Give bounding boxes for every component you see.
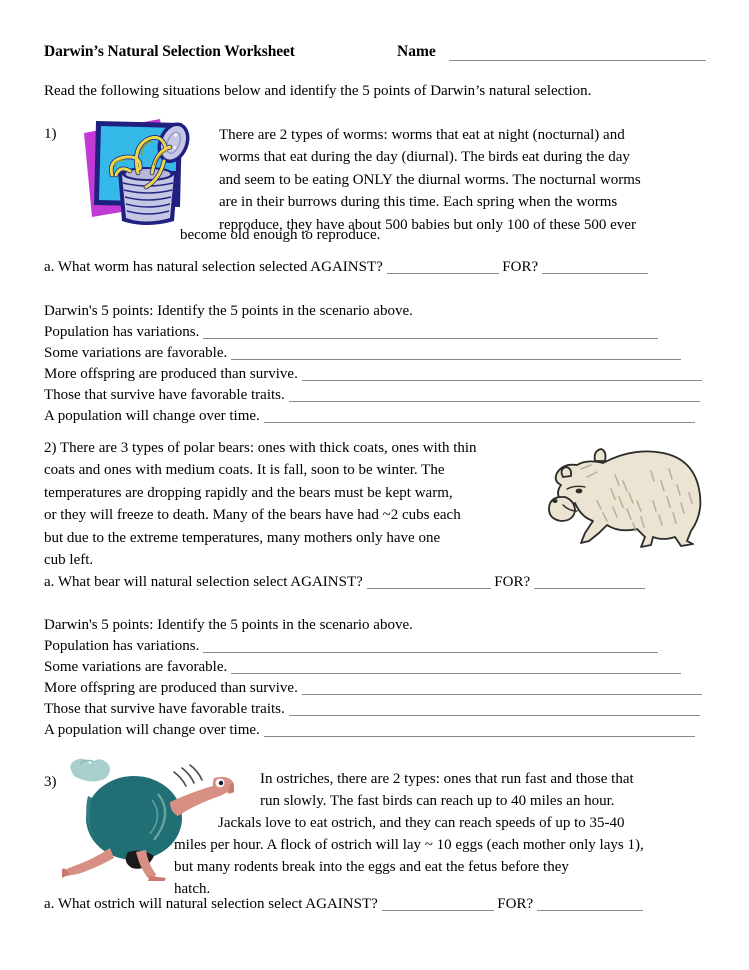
section-2-point-5-label: A population will change over time.: [44, 722, 260, 738]
section-3-body-b: [218, 812, 625, 834]
section-2-point-2-line[interactable]: [231, 673, 681, 674]
section-2-point-1: [44, 638, 658, 659]
section-2-points-heading: Darwin's 5 points: Identify the 5 points in the scenario above.: [44, 617, 413, 633]
section-3-body-a: [260, 768, 634, 813]
section-2-question-a: [44, 574, 645, 594]
section-3-body-d: [174, 856, 569, 901]
section-1-point-2-line[interactable]: [231, 359, 681, 360]
section-1-point-4-label: Those that survive have favorable traits.: [44, 387, 285, 403]
section-1-point-1-label: Population has variations.: [44, 324, 200, 340]
section-1-point-2: [44, 345, 681, 366]
section-1-points-heading: Darwin's 5 points: Identify the 5 points in the scenario above.: [44, 303, 413, 319]
section-3-answer-for-line[interactable]: [537, 910, 643, 911]
section-1-point-5-label: A population will change over time.: [44, 408, 260, 424]
section-1-answer-for-line[interactable]: [542, 273, 648, 274]
section-1-answer-against-line[interactable]: [387, 273, 499, 274]
section-1-question-a: [44, 259, 648, 279]
section-3-line-3: Jackals love to eat ostrich, and they can reach speeds of up to 35-40: [218, 815, 625, 831]
motion-lines-icon: [174, 765, 202, 786]
section-2-line-5: but due to the extreme temperatures, many mothers only have one: [44, 529, 441, 546]
section-2-point-2: [44, 659, 681, 680]
can-of-worms-clipart: [82, 117, 206, 229]
section-3-body-c: [174, 834, 644, 856]
section-1-point-1: [44, 324, 658, 345]
section-2-line-3: temperatures are dropping rapidly and the bears must be kept warm,: [44, 484, 453, 501]
can-of-worms-illustration: [82, 117, 206, 229]
section-1-body: [219, 124, 641, 236]
section-1-point-5-line[interactable]: [264, 422, 695, 423]
section-2-answer-for-line[interactable]: [534, 588, 645, 589]
section-1-line-2: worms that eat during the day (diurnal). The birds eat during the day: [219, 149, 630, 166]
section-1-number: 1): [44, 126, 57, 142]
page-title: Darwin’s Natural Selection Worksheet: [44, 43, 295, 60]
polar-bear-clipart: [541, 441, 709, 553]
section-1-point-3-line[interactable]: [302, 380, 702, 381]
section-3-question-a-for: FOR?: [497, 896, 534, 912]
section-2-point-4-line[interactable]: [289, 715, 700, 716]
section-1-point-3-label: More offspring are produced than survive.: [44, 366, 298, 382]
section-2-line-1: 2) There are 3 types of polar bears: ones with thick coats, ones with thin: [44, 440, 477, 456]
section-1-point-1-line[interactable]: [203, 338, 658, 339]
section-2-point-4-label: Those that survive have favorable traits.: [44, 701, 285, 717]
section-1-point-2-label: Some variations are favorable.: [44, 345, 228, 361]
section-2-point-5: [44, 722, 695, 743]
bear-nose: [552, 499, 557, 503]
section-3-line-2: run slowly. The fast birds can reach up to 40 miles an hour.: [260, 793, 615, 810]
section-2-line-4: or they will freeze to death. Many of the bears have had ~2 cubs each: [44, 507, 461, 524]
section-1-body-last: [180, 224, 380, 246]
section-1-point-4-line[interactable]: [289, 401, 700, 402]
section-1-point-3: [44, 366, 702, 387]
section-2-point-1-label: Population has variations.: [44, 638, 200, 654]
bear-eye: [576, 489, 583, 494]
section-1-point-4: [44, 387, 700, 408]
section-3-question-a: [44, 896, 643, 916]
section-2-question-a-prompt: a. What bear will natural selection select AGAINST?: [44, 574, 363, 590]
name-input-line[interactable]: [449, 60, 706, 61]
section-1-line-5: reproduce, they have about 500 babies but only 100 of these 500 ever: [219, 216, 636, 233]
section-1-line-6: become old enough to reproduce.: [180, 227, 381, 243]
ostrich-tail: [70, 759, 110, 782]
section-2-point-3-label: More offspring are produced than survive.: [44, 680, 298, 696]
ostrich-body: [86, 776, 182, 860]
section-1-point-5: [44, 408, 695, 429]
section-1-line-4: are in their burrows during this time. Each spring when the worms: [219, 194, 618, 211]
section-2-point-1-line[interactable]: [203, 652, 658, 653]
section-2-line-6: cub left.: [44, 552, 94, 569]
section-3-question-a-prompt: a. What ostrich will natural selection select AGAINST?: [44, 896, 378, 912]
section-3-line-1: In ostriches, there are 2 types: ones that run fast and those that: [260, 771, 634, 787]
worksheet-header: [44, 43, 706, 65]
section-2-line-2: coats and ones with medium coats. It is fall, soon to be winter. The: [44, 462, 445, 479]
name-label: Name: [397, 43, 436, 60]
section-2-body: [44, 437, 477, 571]
section-2-point-3: [44, 680, 702, 701]
section-3-number: 3): [44, 774, 57, 790]
section-2-point-4: [44, 701, 700, 722]
section-1-question-a-for: FOR?: [502, 259, 539, 275]
section-2-point-3-line[interactable]: [302, 694, 702, 695]
section-3-line-6: hatch.: [174, 881, 211, 898]
section-2-answer-against-line[interactable]: [367, 588, 491, 589]
section-2-point-5-line[interactable]: [264, 736, 695, 737]
section-1-line-3: and seem to be eating ONLY the diurnal worms. The nocturnal worms: [219, 171, 641, 188]
section-1-question-a-prompt: a. What worm has natural selection selected AGAINST?: [44, 259, 383, 275]
instructions-text: Read the following situations below and identify the 5 points of Darwin’s natural selection.: [44, 83, 592, 99]
section-3-line-4: miles per hour. A flock of ostrich will lay ~ 10 eggs (each mother only lays 1),: [174, 837, 644, 853]
section-3-answer-against-line[interactable]: [382, 910, 494, 911]
section-2-point-2-label: Some variations are favorable.: [44, 659, 228, 675]
section-1-line-1: There are 2 types of worms: worms that eat at night (nocturnal) and: [219, 127, 625, 143]
section-2-question-a-for: FOR?: [494, 574, 531, 590]
section-3-line-5: but many rodents break into the eggs and eat the fetus before they: [174, 859, 569, 875]
polar-bear-illustration: [541, 441, 709, 553]
